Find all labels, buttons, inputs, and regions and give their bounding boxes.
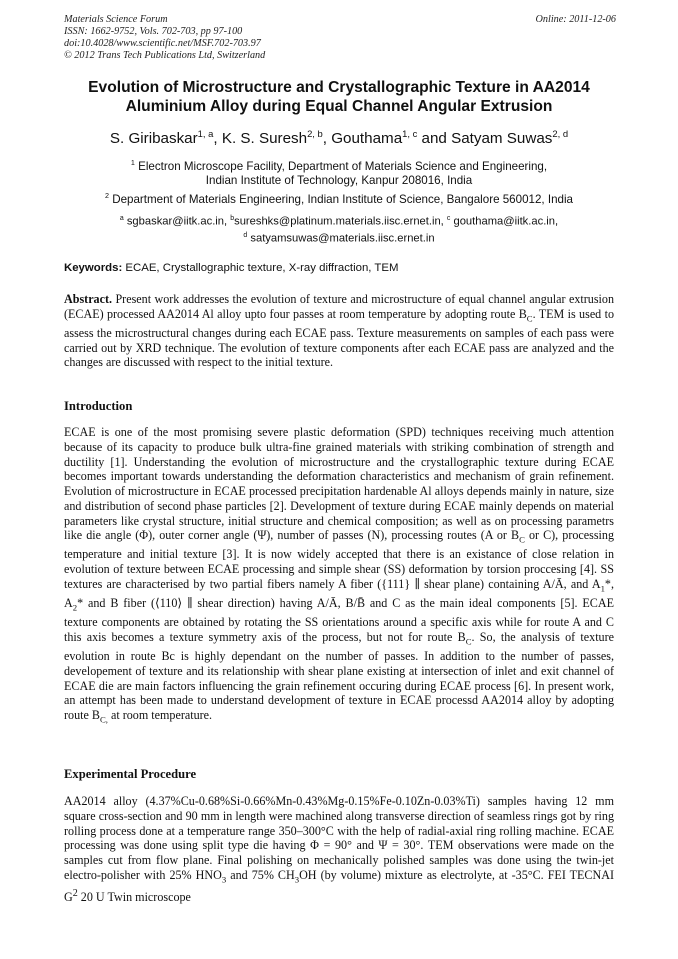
section-heading-introduction: Introduction: [64, 399, 133, 413]
keywords: [64, 262, 616, 274]
email-a: sgbaskar@iitk.ac.in,: [123, 215, 231, 228]
exp-text-1: AA2014 alloy (4.37%Cu-0.68%Si-0.66%Mn-0.43%Mg-0.15%Fe-0.10Zn-0.03%Ti) samples having 12 mm square cross-section and 90 mm in length were machined along transverse direction of seamless rings got by ring rolling process done at a temperature range 350–300°C with the help of radial-axial ring rolling machine. ECAE processing was done using split type die having Φ = 90° and Ψ = 30°. TEM observations were made on the samples cut from flow plane. Final polishing on mechanically polished samples was done using the twin-jet electro-polisher with 25% HNO: [64, 794, 614, 882]
affiliation-1-line-2: Indian Institute of Technology, Kanpur 208016, India: [205, 174, 473, 188]
author-4: and Satyam Suwas: [417, 130, 553, 148]
intro-text-1: ECAE is one of the most promising severe plastic deformation (SPD) techniques receiving much attention because of its capacity to produce bulk ultra-fine grained materials with striking combination of strength and ductility [1]. Understanding the evolution of microstructure and the crystallographic texture during ECAE becomes important towards understanding the deformation characteristics and mechanism of grain refinement. Evolution of microstructure in ECAE processed precipitation hardenable Al alloys depends mainly in nature, size and distribution of second phase particles [2]. Development of texture during ECAE mainly depends on material parameters like crystal structure, initial structure and chemical composition; as well as on processing parametrs like die angle (Φ), outer corner angle (Ψ), number of passes (N), processing routes (A or B: [64, 425, 614, 543]
author-2-marker: 2, b: [307, 128, 323, 139]
abstract-text-1: Present work addresses the evolution of texture and microstructure of equal channel angular extrusion (ECAE) processed AA2014 Al alloy upto four passes at room temperature by adopting route B: [64, 292, 614, 321]
intro-text-6: at room temperature.: [107, 708, 213, 723]
paper-title: [60, 78, 618, 116]
email-c: gouthama@iitk.ac.in,: [450, 215, 559, 228]
email-a-marker: a: [119, 215, 124, 222]
affiliation-1-line-1: Electron Microscope Facility, Department of Materials Science and Engineering,: [134, 159, 548, 173]
email-line-2: [40, 229, 638, 246]
section-heading-experimental: Experimental Procedure: [64, 767, 197, 781]
intro-text-5: . So, the analysis of texture evolution in route Bc is highly dependant on the number of passes. In addition to the number of passes, developement of texture and its relationship with shear plane existing at intersection of inlet and exit channel of ECAE die are main factors influencing the grain refinement occuring during ECAE process [6]. In present work, an attempt has been made to understand development of texture in ECAE processd AA2014 alloy by adopting route B: [64, 629, 614, 723]
intro-text-3: *, A: [64, 576, 614, 611]
copyright-line: © 2012 Trans Tech Publications Ltd, Switzerland: [64, 50, 266, 61]
email-line-1: [40, 212, 638, 229]
exp-sub-2: 3: [294, 874, 300, 885]
author-list: [40, 124, 638, 149]
journal-name: Materials Science Forum: [64, 14, 168, 25]
abstract-text-2: . TEM is used to assess the microstructural changes during each ECAE pass. Texture measurements on samples of each pass were carried out by XRD technique. The evolution of texture components after each ECAE pass are analyzed and the changes are discussed with respect to the initial texture.: [64, 306, 614, 370]
title-line-1: Evolution of Microstructure and Crystallographic Texture in AA2014: [88, 79, 590, 96]
intro-sub-4: C: [465, 636, 472, 647]
author-2: , K. S. Suresh: [213, 130, 308, 148]
issn-line: ISSN: 1662-9752, Vols. 702-703, pp 97-100: [64, 26, 243, 37]
exp-text-3: OH (by volume) mixture as electrolyte, at -35°C. FEI TECNAI G: [64, 867, 614, 904]
email-b-marker: b: [230, 215, 235, 222]
affiliation-2: [40, 189, 638, 207]
author-emails: [40, 212, 638, 246]
email-d: satyamsuwas@materials.iisc.ernet.in: [247, 232, 435, 245]
email-d-marker: d: [243, 232, 248, 240]
author-3: , Gouthama: [322, 130, 403, 148]
email-c-marker: c: [446, 215, 451, 222]
affiliations: [40, 156, 638, 208]
abstract: [64, 292, 614, 370]
author-1-marker: 1, a: [197, 128, 214, 139]
exp-text-4: 20 U Twin microscope: [77, 889, 191, 904]
keywords-text: ECAE, Crystallographic texture, X-ray diffraction, TEM: [122, 262, 399, 274]
exp-sub-1: 3: [221, 874, 227, 885]
intro-sub-3: 2: [72, 602, 78, 613]
abstract-label: Abstract.: [64, 292, 113, 306]
affiliation-1-marker: 1: [130, 158, 135, 167]
affiliation-2-marker: 2: [104, 191, 109, 201]
exp-sup-1: 2: [72, 887, 78, 899]
affiliation-2-text: Department of Materials Engineering, Indian Institute of Science, Bangalore 560012, India: [108, 192, 574, 206]
affiliation-1: [40, 156, 638, 174]
experimental-body: [64, 794, 614, 905]
author-3-marker: 1, c: [402, 128, 418, 139]
intro-sub-2: 1: [600, 583, 605, 594]
intro-sub-5: C,: [99, 714, 108, 725]
abstract-sub: C: [526, 313, 533, 324]
intro-text-4: * and B fiber (⟨110⟩ ∥ shear direction) having A/Ā, B/B̄ and C as the main ideal components [5]. ECAE texture components are obtained by rotating the SS orientations around a specific axis while for route A and C this axis becomes a texture symmetry axis of the process, but not for route B: [64, 596, 614, 644]
intro-text-2: or C), processing temperature and initial texture [3]. It is now widely accepted that there is an existance of close relation in evolution of texture between ECAE processing and simple shear (SS) deformation by torsion proccesing [4]. SS textures are characterised by two partial fibers namely A fiber ({111} ∥ shear plane) containing A/Ā, and A: [64, 528, 614, 591]
intro-sub-1: C: [519, 534, 525, 545]
online-date: Online: 2011-12-06: [535, 14, 616, 25]
keywords-label: Keywords:: [64, 262, 123, 274]
exp-text-2: and 75% CH: [226, 867, 295, 882]
email-b: sureshks@platinum.materials.iisc.ernet.in,: [234, 215, 447, 228]
author-4-marker: 2, d: [552, 128, 569, 139]
doi-line: doi:10.4028/www.scientific.net/MSF.702-703.97: [64, 38, 261, 49]
journal-header: [64, 14, 265, 62]
introduction-body: [64, 425, 614, 727]
author-1: S. Giribaskar: [109, 130, 198, 148]
title-line-2: Aluminium Alloy during Equal Channel Angular Extrusion: [125, 98, 553, 115]
